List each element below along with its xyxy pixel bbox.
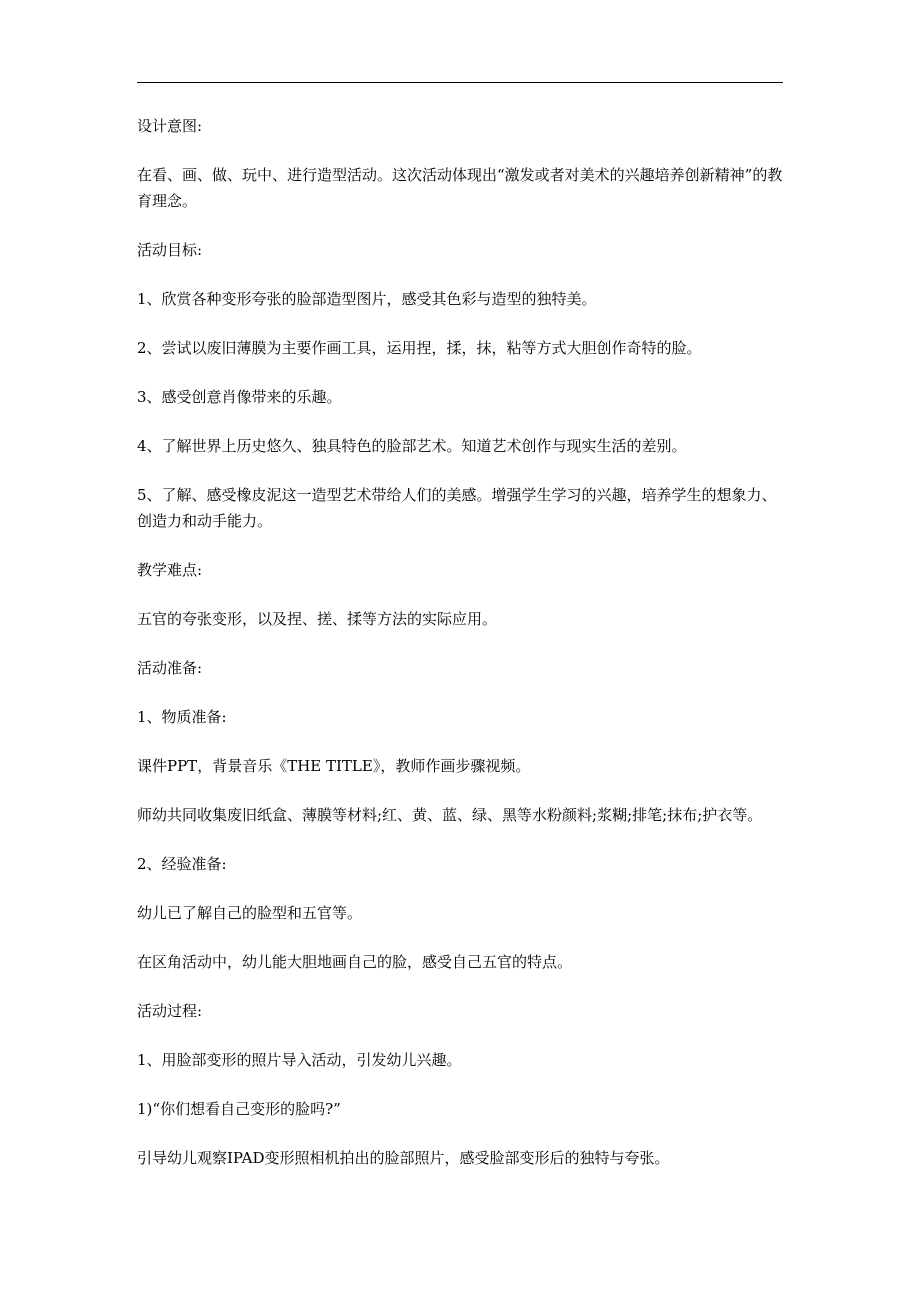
goal-item-5: 5、了解、感受橡皮泥这一造型艺术带给人们的美感。增强学生学习的兴趣，培养学生的想象力、创造力和动手能力。 <box>137 486 777 530</box>
goal-item-1: 1、欣赏各种变形夸张的脸部造型图片，感受其色彩与造型的独特美。 <box>137 290 597 308</box>
process-substep-1: 1)“你们想看自己变形的脸吗?” <box>137 1100 341 1118</box>
paragraph-courseware: 课件PPT，背景音乐《THE TITLE》，教师作画步骤视频。 <box>137 757 531 775</box>
process-step-1: 1、用脸部变形的照片导入活动，引发幼儿兴趣。 <box>137 1051 462 1069</box>
subheading-material-preparation: 1、物质准备: <box>137 708 227 726</box>
heading-design-intent: 设计意图: <box>137 117 203 135</box>
paragraph-materials: 师幼共同收集废旧纸盒、薄膜等材料;红、黄、蓝、绿、黑等水粉颜料;浆糊;排笔;抹布;护衣等。 <box>137 806 763 824</box>
paragraph-guide-observation: 引导幼儿观察IPAD变形照相机拍出的脸部照片，感受脸部变形后的独特与夸张。 <box>137 1149 670 1167</box>
paragraph-experience-2: 在区角活动中，幼儿能大胆地画自己的脸，感受自己五官的特点。 <box>137 953 573 971</box>
goal-item-4: 4、了解世界上历史悠久、独具特色的脸部艺术。知道艺术创作与现实生活的差别。 <box>137 437 687 455</box>
paragraph-teaching-difficulty: 五官的夸张变形，以及捏、搓、揉等方法的实际应用。 <box>137 610 498 628</box>
subheading-experience-preparation: 2、经验准备: <box>137 855 227 873</box>
heading-activity-goals: 活动目标: <box>137 241 203 259</box>
goal-item-2: 2、尝试以废旧薄膜为主要作画工具，运用捏，揉，抹，粘等方式大胆创作奇特的脸。 <box>137 339 702 357</box>
paragraph-experience-1: 幼儿已了解自己的脸型和五官等。 <box>137 904 363 922</box>
heading-activity-preparation: 活动准备: <box>137 659 203 677</box>
goal-item-3: 3、感受创意肖像带来的乐趣。 <box>137 388 342 406</box>
heading-teaching-difficulty: 教学难点: <box>137 561 203 579</box>
paragraph-design-intent: 在看、画、做、玩中、进行造型活动。这次活动体现出“激发或者对美术的兴趣培养创新精神”的教育理念。 <box>137 166 783 210</box>
heading-activity-process: 活动过程: <box>137 1002 203 1020</box>
header-rule <box>137 82 783 83</box>
document-body <box>137 113 787 1194</box>
